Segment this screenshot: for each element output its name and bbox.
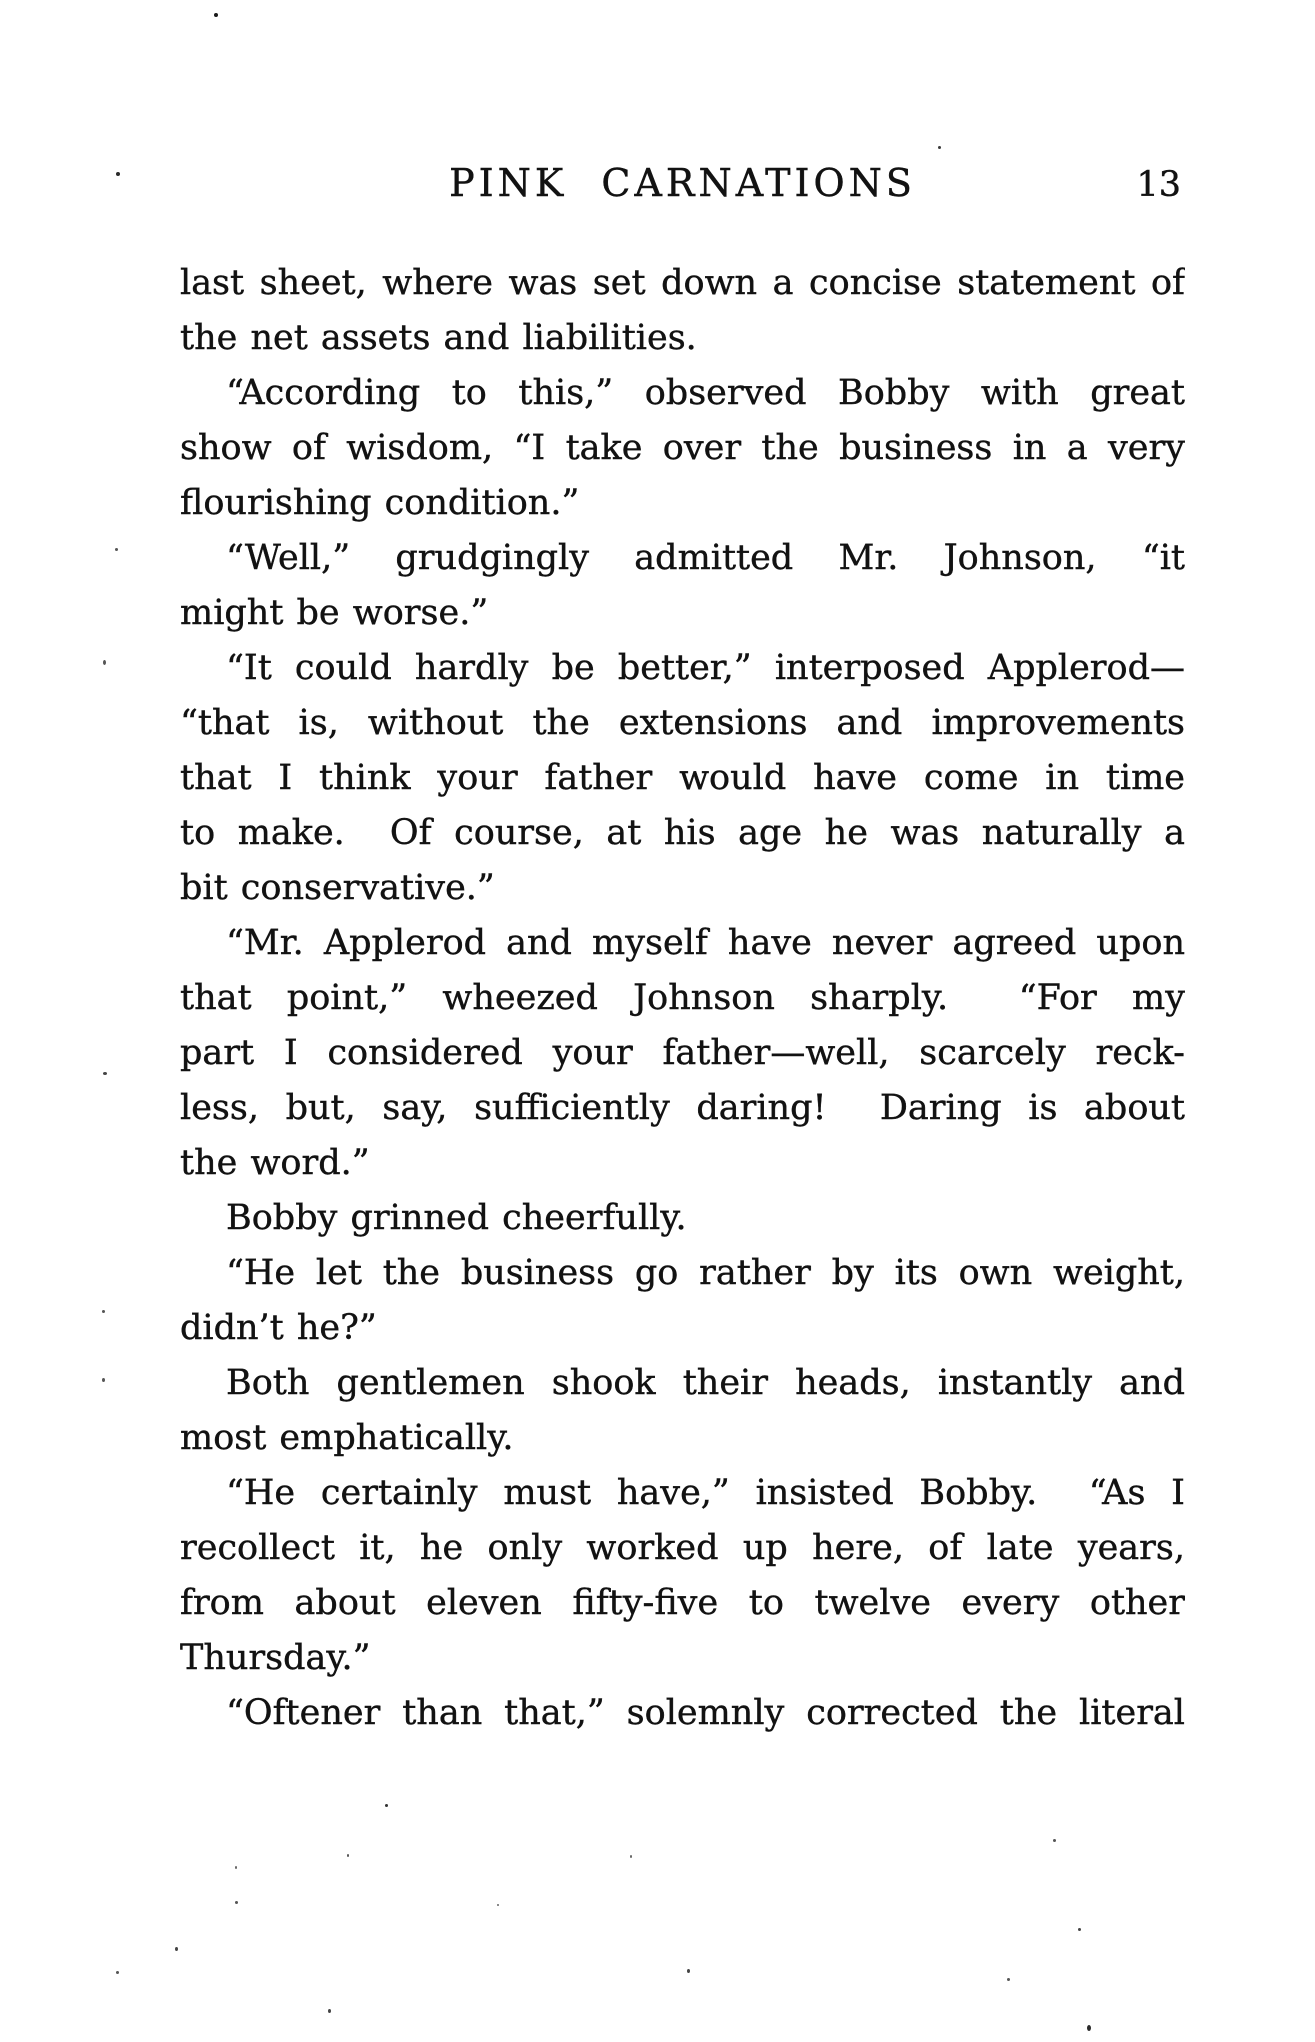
scan-speck bbox=[103, 1072, 107, 1075]
text-line: most emphatically. bbox=[180, 1418, 514, 1458]
scan-speck bbox=[102, 1378, 105, 1382]
scan-speck bbox=[630, 1855, 632, 1858]
scan-speck bbox=[102, 1310, 105, 1313]
scan-speck bbox=[116, 172, 120, 176]
scan-speck bbox=[938, 146, 941, 149]
page-body bbox=[180, 256, 1185, 1741]
scan-speck bbox=[214, 13, 218, 17]
text-line: bit conservative.” bbox=[180, 868, 495, 908]
text-line: “that is, without the extensions and improvements bbox=[180, 703, 1185, 743]
text-line: Thursday.” bbox=[180, 1638, 371, 1678]
running-header bbox=[180, 160, 1185, 206]
page-number: 13 bbox=[1136, 165, 1181, 205]
scan-speck bbox=[1087, 2025, 1091, 2031]
text-line: “He certainly must have,” insisted Bobby. “As I bbox=[226, 1473, 1185, 1513]
scan-speck bbox=[116, 1971, 119, 1974]
scan-speck bbox=[235, 1901, 238, 1904]
text-line: that point,” wheezed Johnson sharply. “For my bbox=[180, 978, 1185, 1018]
text-line: Bobby grinned cheerfully. bbox=[226, 1198, 687, 1238]
text-line: Both gentlemen shook their heads, instantly and bbox=[226, 1363, 1185, 1403]
text-line: “It could hardly be better,” interposed Applerod— bbox=[226, 648, 1185, 688]
text-line: less, but, say, sufficiently daring! Daring is about bbox=[180, 1088, 1185, 1128]
scan-speck bbox=[103, 660, 106, 665]
text-line: “Mr. Applerod and myself have never agreed upon bbox=[226, 923, 1185, 963]
scan-speck bbox=[328, 2009, 331, 2013]
text-line: didn’t he?” bbox=[180, 1308, 377, 1348]
text-line: last sheet, where was set down a concise statement of bbox=[180, 263, 1185, 303]
text-line: that I think your father would have come in time bbox=[180, 758, 1185, 798]
text-line: “Well,” grudgingly admitted Mr. Johnson, “it bbox=[226, 538, 1185, 578]
text-line: might be worse.” bbox=[180, 593, 489, 633]
text-line: from about eleven fifty-five to twelve every other bbox=[180, 1583, 1185, 1623]
scan-speck bbox=[1007, 1978, 1010, 1981]
scan-speck bbox=[385, 1804, 388, 1807]
scan-speck bbox=[115, 548, 118, 551]
scan-speck bbox=[175, 1947, 178, 1951]
scan-speck bbox=[687, 1969, 690, 1973]
text-line: to make. Of course, at his age he was naturally a bbox=[180, 813, 1185, 853]
text-line: show of wisdom, “I take over the business in a very bbox=[180, 428, 1185, 468]
text-line: the net assets and liabilities. bbox=[180, 318, 697, 358]
text-line: “According to this,” observed Bobby with great bbox=[226, 373, 1185, 413]
text-line: the word.” bbox=[180, 1143, 370, 1183]
page-title: PINK CARNATIONS bbox=[449, 161, 916, 205]
text-line: recollect it, he only worked up here, of late years, bbox=[180, 1528, 1185, 1568]
text-line: flourishing condition.” bbox=[180, 483, 580, 523]
text-line: “He let the business go rather by its own weight, bbox=[226, 1253, 1185, 1293]
scan-speck bbox=[497, 1904, 499, 1906]
text-line: “Oftener than that,” solemnly corrected the literal bbox=[226, 1693, 1185, 1733]
scan-speck bbox=[1053, 1839, 1056, 1842]
text-line: part I considered your father—well, scarcely reck- bbox=[180, 1033, 1185, 1073]
scan-speck bbox=[235, 1866, 237, 1869]
scan-speck bbox=[1078, 1928, 1081, 1931]
scan-speck bbox=[347, 1854, 349, 1857]
